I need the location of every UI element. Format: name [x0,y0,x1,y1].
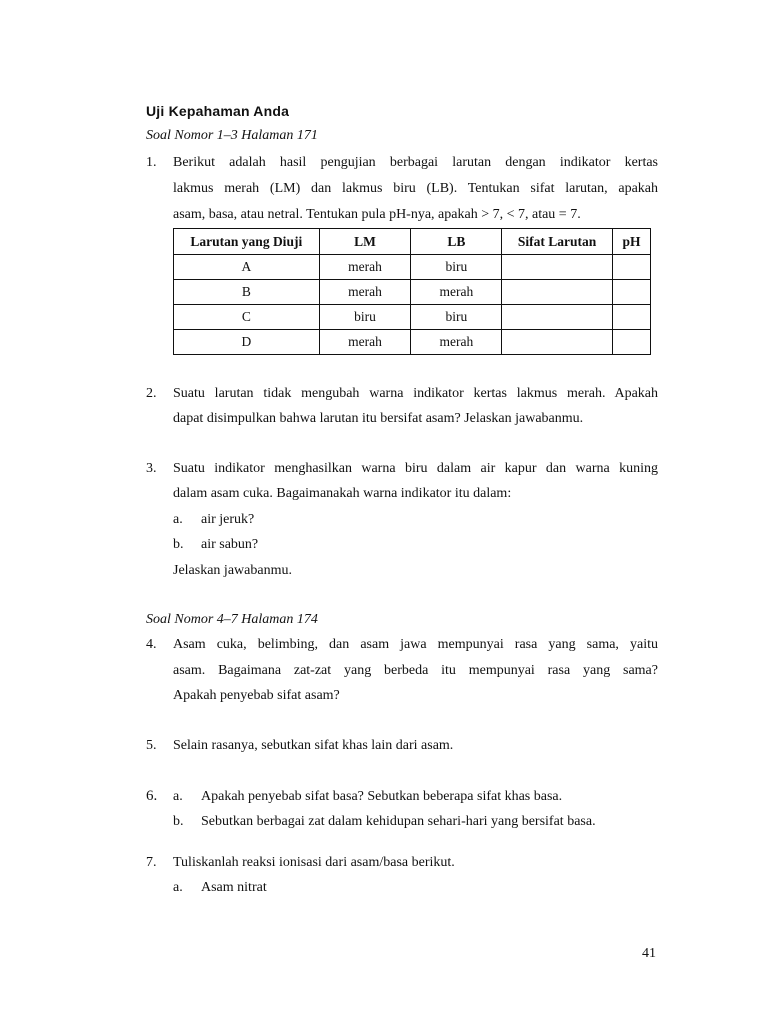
q1-line-1: Berikut adalah hasil pengujian berbagai larutan dengan indikator kertas [173,155,658,170]
cell-lb: biru [411,255,502,280]
cell-ph [613,280,651,305]
header-lm: LM [319,229,411,255]
page-heading: Uji Kepahaman Anda [146,103,290,119]
header-sifat: Sifat Larutan [502,229,613,255]
q5-number: 5. [146,738,157,753]
cell-larutan: B [174,280,320,305]
q3b-label: b. [173,537,184,552]
litmus-results-table [173,228,651,355]
q1-line-3: asam, basa, atau netral. Tentukan pula pH-nya, apakah > 7, < 7, atau = 7. [173,207,581,222]
q3-number: 3. [146,461,157,476]
q5-text: Selain rasanya, sebutkan sifat khas lain dari asam. [173,738,454,753]
q3-line-1: Suatu indikator menghasilkan warna biru dalam air kapur dan warna kuning [173,461,658,476]
cell-lb: biru [411,305,502,330]
table-row [174,305,651,330]
q1-number: 1. [146,155,157,170]
table-row [174,255,651,280]
q4-number: 4. [146,637,157,652]
q3-line-2: dalam asam cuka. Bagaimanakah warna indikator itu dalam: [173,486,512,501]
table-row [174,280,651,305]
cell-lb: merah [411,280,502,305]
q7a-label: a. [173,880,183,895]
cell-lm: merah [319,330,411,355]
table-header-row [174,229,651,255]
q3a-text: air jeruk? [201,512,255,527]
q2-line-2: dapat disimpulkan bahwa larutan itu bersifat asam? Jelaskan jawabanmu. [173,411,584,426]
q6a-text: Apakah penyebab sifat basa? Sebutkan beberapa sifat khas basa. [201,789,563,804]
section-title-1: Soal Nomor 1–3 Halaman 171 [146,128,318,143]
q2-number: 2. [146,386,157,401]
table-row [174,330,651,355]
q7a-text: Asam nitrat [201,880,267,895]
header-larutan: Larutan yang Diuji [174,229,320,255]
q7-text: Tuliskanlah reaksi ionisasi dari asam/basa berikut. [173,855,455,870]
q4-line-1: Asam cuka, belimbing, dan asam jawa mempunyai rasa yang sama, yaitu [173,637,658,652]
cell-sifat [502,280,613,305]
q4-line-3: Apakah penyebab sifat asam? [173,688,340,703]
q6b-label: b. [173,814,184,829]
cell-ph [613,255,651,280]
cell-lm: merah [319,255,411,280]
q6b-text: Sebutkan berbagai zat dalam kehidupan sehari-hari yang bersifat basa. [201,814,596,829]
cell-ph [613,330,651,355]
q7-number: 7. [146,855,157,870]
q6a-label: a. [173,789,183,804]
q2-line-1: Suatu larutan tidak mengubah warna indikator kertas lakmus merah. Apakah [173,386,658,401]
q6-number: 6. [146,788,158,804]
cell-lm: biru [319,305,411,330]
cell-sifat [502,305,613,330]
q3b-text: air sabun? [201,537,259,552]
cell-lb: merah [411,330,502,355]
cell-ph [613,305,651,330]
header-lb: LB [411,229,502,255]
cell-larutan: D [174,330,320,355]
cell-larutan: C [174,305,320,330]
cell-sifat [502,255,613,280]
q3a-label: a. [173,512,183,527]
cell-larutan: A [174,255,320,280]
q1-line-2: lakmus merah (LM) dan lakmus biru (LB). Tentukan sifat larutan, apakah [173,181,658,196]
q4-line-2: asam. Bagaimana zat-zat yang berbeda itu mempunyai rasa yang sama? [173,663,658,678]
header-ph: pH [613,229,651,255]
section-title-2: Soal Nomor 4–7 Halaman 174 [146,612,318,627]
cell-lm: merah [319,280,411,305]
page-number: 41 [642,946,656,961]
q3-closing: Jelaskan jawabanmu. [173,563,292,578]
cell-sifat [502,330,613,355]
